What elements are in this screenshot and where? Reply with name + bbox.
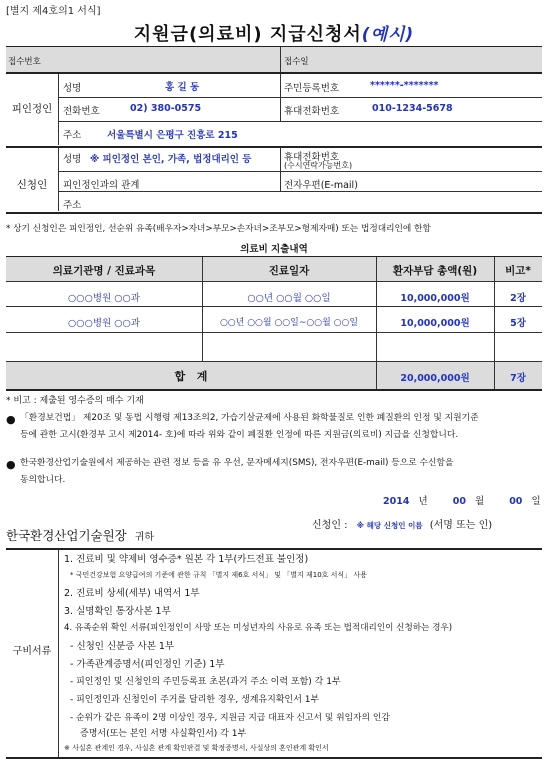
expense-header-amount: 환자부담 총액(원) (392, 265, 478, 277)
document-item: 2. 진료비 상세(세부) 내역서 1부 (64, 588, 200, 599)
document-item: 4. 유족순위 확인 서류(피인정인이 사망 또는 미성년자의 사유로 유족 또는 법적대리인이 신청하는 경우) (64, 623, 453, 633)
bullet-icon: ● (6, 458, 16, 471)
victim-mobile-value[interactable]: 010-1234-5678 (372, 103, 453, 114)
applicant-name-label: 성명 (63, 154, 82, 165)
statement-info-line2: 동의합니다. (20, 475, 66, 485)
document-item: - 피인정인 및 신청인의 주민등록표 초본(과거 주소 이력 포함) 각 1부 (70, 677, 341, 687)
statement-consent-line1: 「환경보건법」 제20조 및 동법 시행령 제13조의2, 가습기살균제에 사용된 화학물질로 인한 폐질환의 인정 및 지원기준 (20, 413, 479, 423)
addressee-name: 한국환경산업기술원장 (6, 528, 127, 543)
date-day[interactable]: 00 (509, 496, 523, 507)
expense-cell-amount[interactable]: 10,000,000원 (400, 293, 470, 304)
document-item-note: ※ 사실혼 관계인 경우, 사실혼 관계 확인판결 및 확정증명서, 사실상의 혼인관계 확인서 (64, 744, 329, 752)
document-item: 1. 진료비 및 약제비 영수증* 원본 각 1부(카드전표 불인정) (64, 554, 309, 565)
title-example: (예시) (361, 25, 415, 45)
document-item: - 가족관계증명서(피인정인 기준) 1부 (70, 659, 225, 670)
addressee (6, 526, 154, 544)
applicant-mobile-sublabel: (수시연락가능번호) (284, 161, 353, 170)
applicant-relation-label: 피인정인과의 관계 (63, 180, 140, 191)
document-item: - 피인정인과 신청인이 주거를 달리한 경우, 생계유지확인서 1부 (70, 695, 320, 705)
date-year[interactable]: 2014 (383, 496, 410, 507)
victim-phone-value[interactable]: 02) 380-0575 (130, 103, 202, 114)
expense-cell-date[interactable]: ○○년 ○○월 ○○일~○○월 ○○일 (219, 318, 359, 328)
applicant-name-value[interactable]: ※ 피인정인 본인, 가족, 법정대리인 등 (90, 154, 252, 165)
expense-cell-date[interactable]: ○○년 ○○월 ○○일 (247, 293, 331, 304)
applicant-eligibility-note: * 상기 신청인은 피인정인, 선순위 유족(배우자>자녀>부모>손자녀>조부모>형제자매) 또는 법정대리인에 한함 (6, 224, 431, 234)
statement-consent-line2: 등에 관한 고시(환경부 고시 제2014- 호)에 따라 위와 같이 폐질환 인정에 따른 지원금(의료비) 지급을 신청합니다. (20, 430, 459, 440)
expense-caption: 의료비 지출내역 (240, 244, 308, 255)
title-text: 지원금(의료비) 지급신청서 (133, 24, 362, 45)
total-amount: 20,000,000원 (400, 373, 470, 384)
applicant-section-label: 신청인 (16, 179, 48, 191)
victim-rrn-label: 주민등록번호 (284, 83, 340, 94)
remark-note: * 비고 : 제출된 영수증의 매수 기재 (6, 396, 144, 406)
expense-cell-amount[interactable]: 10,000,000원 (400, 318, 470, 329)
victim-mobile-label: 휴대전화번호 (284, 106, 340, 117)
victim-section-label: 피인정인 (11, 103, 53, 115)
victim-rrn-value[interactable]: ******-******* (370, 80, 439, 91)
document-item: 3. 실명확인 통장사본 1부 (64, 606, 171, 617)
expense-cell-institution[interactable]: ○○○병원 ○○과 (68, 293, 140, 304)
receipt-number-label: 접수번호 (8, 57, 41, 67)
victim-name-label: 성명 (63, 83, 82, 94)
date-year-unit: 년 (418, 496, 428, 507)
signature-label: 신청인 : (312, 520, 348, 531)
expense-header-institution: 의료기관명 / 진료과목 (52, 265, 156, 277)
statement-info-line1: 한국환경산업기술원에서 제공하는 관련 정보 등을 유 우선, 문자메세지(SMS), 전자우편(E-mail) 등으로 수신함을 (20, 458, 454, 468)
victim-address-value[interactable]: 서울특별시 은평구 진흥로 215 (107, 130, 238, 141)
victim-name-value[interactable]: 홍 길 동 (165, 82, 200, 93)
addressee-suffix: 귀하 (134, 532, 155, 543)
date-line (383, 493, 541, 507)
victim-phone-label: 전화번호 (63, 106, 100, 117)
signature-name[interactable]: ※ 해당 신청인 이름 (356, 521, 423, 530)
page-title (0, 20, 548, 46)
applicant-mobile-label: 휴대전화번호 (284, 152, 340, 163)
form-number-label: [별지 제4호의1 서식] (6, 6, 101, 17)
victim-address-label: 주소 (63, 130, 82, 141)
total-label: 합 계 (174, 370, 208, 383)
date-day-unit: 일 (531, 496, 541, 507)
expense-cell-institution[interactable]: ○○○병원 ○○과 (68, 318, 140, 329)
date-month[interactable]: 00 (452, 496, 466, 507)
signature-suffix: (서명 또는 인) (429, 520, 493, 531)
document-item: 증명서(또는 본인 서명 사실확인서) 각 1부 (80, 729, 247, 739)
receipt-date-label: 접수일 (284, 57, 309, 67)
expense-cell-remark[interactable]: 5장 (510, 318, 526, 329)
date-month-unit: 월 (474, 496, 485, 507)
documents-section-label: 구비서류 (12, 646, 52, 657)
applicant-email-label: 전자우편(E-mail) (284, 180, 358, 191)
expense-cell-remark[interactable]: 2장 (510, 293, 526, 304)
document-item-note: * 국민건강보험 요양급여의 기준에 관한 규칙 「별지 제6호 서식」 및 「별지 제10호 서식」 사용 (70, 571, 367, 579)
applicant-address-label: 주소 (63, 200, 82, 211)
total-count: 7장 (510, 373, 526, 384)
bullet-icon: ● (6, 413, 16, 426)
document-item: - 신청인 신분증 사본 1부 (70, 641, 175, 652)
expense-header-remark: 비고* (505, 265, 531, 277)
signature-line (312, 516, 492, 531)
document-item: - 순위가 같은 유족이 2명 이상인 경우, 지원금 지급 대표자 신고서 및 위임자의 인감 (70, 713, 390, 723)
expense-header-date: 진료일자 (268, 265, 310, 277)
